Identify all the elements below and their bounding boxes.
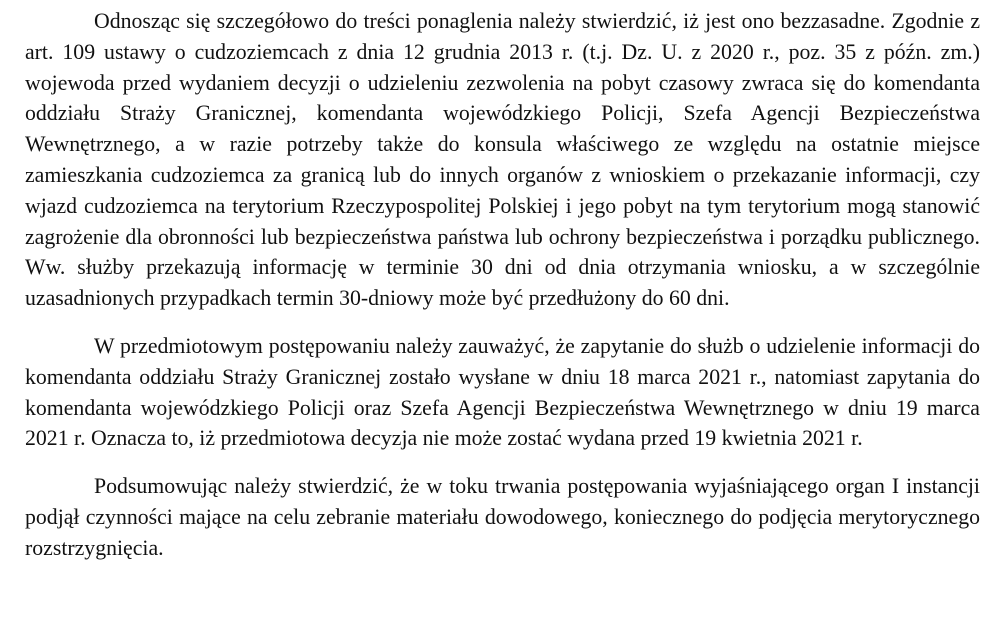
paragraph-assessment-of-reminder: Odnosząc się szczegółowo do treści ponaglenia należy stwierdzić, iż jest ono bezzasadne. Zgodnie z art. 109 ustawy o cudzoziemcach z dnia 12 grudnia 2013 r. (t.j. Dz. U. z 2020 r., poz. 35 z późn. zm.) wojewoda przed wydaniem decyzji o udzieleniu zezwolenia na pobyt czasowy zwraca się do komendanta oddziału Straży Granicznej, komendanta wojewódzkiego Policji, Szefa Agencji Bezpieczeństwa Wewnętrznego, a w razie potrzeby także do konsula właściwego ze względu na ostatnie miejsce zamieszkania cudzoziemca za granicą lub do innych organów z wnioskiem o przekazanie informacji, czy wjazd cudzoziemca na terytorium Rzeczypospolitej Polskiej i jego pobyt na tym terytorium mogą stanowić zagrożenie dla obronności lub bezpieczeństwa państwa lub ochrony bezpieczeństwa i porządku publicznego. Ww. służby przekazują informację w terminie 30 dni od dnia otrzymania wniosku, a w szczególnie uzasadnionych przypadkach termin 30-dniowy może być przedłużony do 60 dni. xyxy=(25,9,980,311)
paragraph-summary: Podsumowując należy stwierdzić, że w toku trwania postępowania wyjaśniającego organ I instancji podjął czynności mające na celu zebranie materiału dowodowego, koniecznego do podjęcia merytorycznego rozstrzygnięcia. xyxy=(25,474,980,560)
document-body xyxy=(25,6,980,564)
paragraph-inquiry-dates: W przedmiotowym postępowaniu należy zauważyć, że zapytanie do służb o udzielenie informacji do komendanta oddziału Straży Granicznej zostało wysłane w dniu 18 marca 2021 r., natomiast zapytania do komendanta wojewódzkiego Policji oraz Szefa Agencji Bezpieczeństwa Wewnętrznego w dniu 19 marca 2021 r. Oznacza to, iż przedmiotowa decyzja nie może zostać wydana przed 19 kwietnia 2021 r. xyxy=(25,333,980,451)
